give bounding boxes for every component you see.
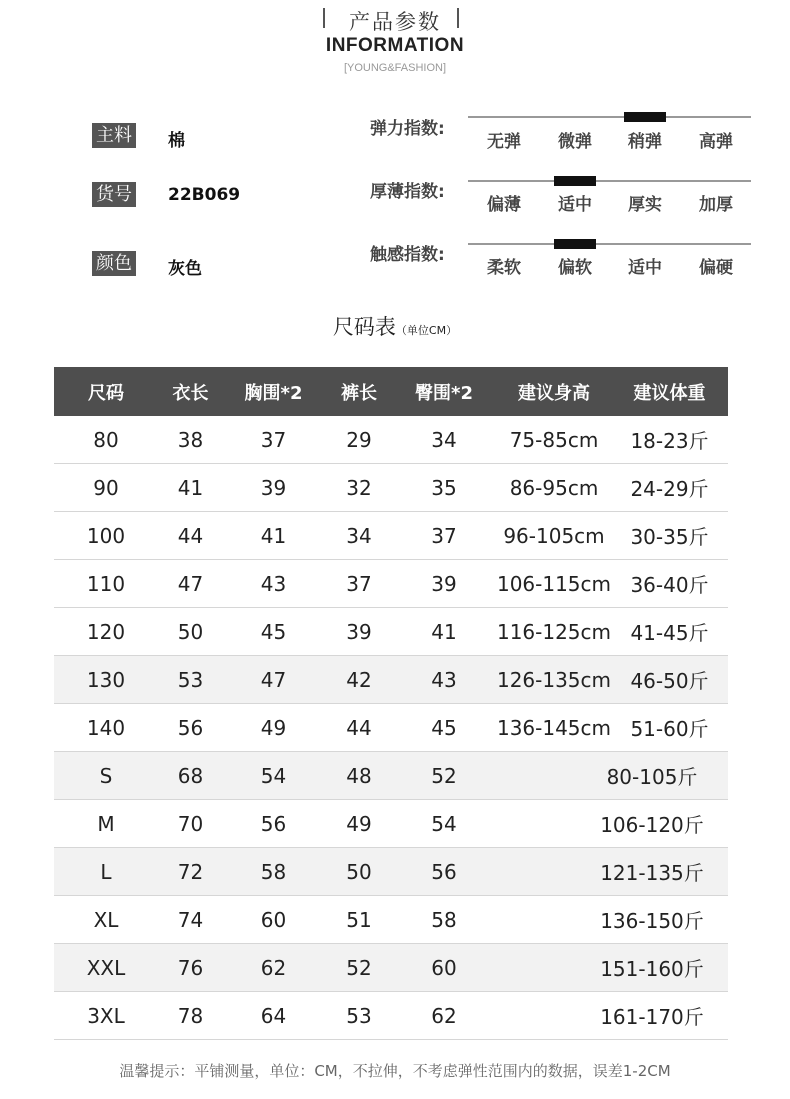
table-cell: 38 bbox=[177, 427, 204, 452]
index-option: 稍弹 bbox=[628, 132, 662, 152]
table-cell: 76 bbox=[177, 955, 204, 980]
table-cell: 80-105斤 bbox=[606, 765, 698, 789]
index-option: 适中 bbox=[558, 195, 592, 215]
index-marker-elasticity bbox=[624, 112, 666, 122]
table-row bbox=[54, 848, 728, 896]
table-row bbox=[54, 464, 728, 512]
size-chart-title bbox=[0, 311, 790, 341]
table-cell: 45 bbox=[260, 619, 287, 644]
index-option: 柔软 bbox=[487, 258, 521, 278]
table-cell: 54 bbox=[431, 811, 457, 836]
table-cell: 62 bbox=[260, 955, 287, 980]
title-divider-right bbox=[457, 8, 459, 28]
table-row bbox=[54, 704, 728, 752]
table-row bbox=[54, 752, 728, 800]
index-label-thickness: 厚薄指数: bbox=[370, 182, 445, 202]
section-title-en: INFORMATION bbox=[325, 35, 465, 56]
table-cell: 130 bbox=[86, 667, 126, 692]
table-cell: 51-60斤 bbox=[630, 717, 709, 741]
table-cell: 120 bbox=[86, 619, 126, 644]
info-label-color: 颜色 bbox=[92, 251, 136, 276]
table-cell: 43 bbox=[260, 571, 287, 596]
header-cell: 裤长 bbox=[341, 382, 377, 404]
footnote: 温馨提示：平铺测量，单位：CM，不拉伸，不考虑弹性范围内的数据，误差1-2CM bbox=[119, 1062, 671, 1080]
table-cell: 41 bbox=[177, 475, 204, 500]
header-cell: 建议体重 bbox=[633, 382, 706, 404]
table-cell: 161-170斤 bbox=[600, 1005, 704, 1029]
table-cell: L bbox=[100, 859, 112, 884]
table-cell: 62 bbox=[431, 1003, 457, 1028]
table-row bbox=[54, 560, 728, 608]
table-cell: 37 bbox=[260, 427, 287, 452]
table-cell: 100 bbox=[86, 523, 126, 548]
table-cell: 34 bbox=[431, 427, 457, 452]
table-row bbox=[54, 608, 728, 656]
header-cell: 建议身高 bbox=[518, 382, 590, 404]
table-cell: 53 bbox=[177, 667, 204, 692]
table-cell: 51 bbox=[346, 907, 372, 932]
table-cell: 37 bbox=[346, 571, 372, 596]
table-cell: 44 bbox=[346, 715, 372, 740]
table-cell: 3XL bbox=[87, 1003, 125, 1028]
table-cell: 42 bbox=[346, 667, 372, 692]
table-cell: 68 bbox=[177, 763, 204, 788]
table-cell: 78 bbox=[177, 1003, 204, 1028]
table-cell: 48 bbox=[346, 763, 372, 788]
table-cell: 41 bbox=[260, 523, 287, 548]
index-scale-line bbox=[468, 116, 751, 118]
index-label-elasticity: 弹力指数: bbox=[370, 119, 445, 139]
table-row bbox=[54, 512, 728, 560]
table-cell: 41-45斤 bbox=[630, 621, 709, 645]
table-row bbox=[54, 992, 728, 1040]
info-label-material: 主料 bbox=[92, 123, 136, 148]
info-value-color: 灰色 bbox=[168, 259, 202, 279]
table-cell: 50 bbox=[177, 619, 204, 644]
index-option: 偏硬 bbox=[699, 258, 733, 278]
table-cell: 29 bbox=[346, 427, 372, 452]
table-cell: M bbox=[97, 811, 115, 836]
table-cell: 72 bbox=[177, 859, 204, 884]
table-cell: 110 bbox=[86, 571, 126, 596]
index-option: 偏软 bbox=[558, 258, 592, 278]
table-cell: 18-23斤 bbox=[630, 429, 709, 453]
table-row bbox=[54, 896, 728, 944]
table-cell: 64 bbox=[260, 1003, 287, 1028]
table-cell: 90 bbox=[93, 475, 119, 500]
table-cell: 151-160斤 bbox=[600, 957, 704, 981]
index-option: 高弹 bbox=[699, 132, 733, 152]
table-cell: 49 bbox=[260, 715, 287, 740]
table-cell: 96-105cm bbox=[503, 523, 605, 548]
table-cell: S bbox=[99, 763, 113, 788]
table-cell: 54 bbox=[260, 763, 287, 788]
section-subtitle: [YOUNG&FASHION] bbox=[343, 62, 447, 74]
table-cell: 36-40斤 bbox=[630, 573, 709, 597]
table-cell: 136-145cm bbox=[496, 715, 612, 740]
table-cell: 45 bbox=[431, 715, 457, 740]
table-cell: 116-125cm bbox=[496, 619, 612, 644]
size-table-header bbox=[54, 367, 728, 416]
table-row bbox=[54, 656, 728, 704]
table-cell: 49 bbox=[346, 811, 372, 836]
table-cell: 52 bbox=[346, 955, 372, 980]
info-label-item-no: 货号 bbox=[92, 182, 136, 207]
info-value-material: 棉 bbox=[168, 131, 185, 151]
index-label-touch: 触感指数: bbox=[370, 245, 445, 265]
table-cell: 37 bbox=[431, 523, 457, 548]
table-cell: 86-95cm bbox=[509, 475, 599, 500]
table-cell: 58 bbox=[431, 907, 457, 932]
info-value-item-no: 22B069 bbox=[168, 185, 241, 205]
table-cell: 43 bbox=[431, 667, 457, 692]
table-cell: 34 bbox=[346, 523, 372, 548]
header-cell: 衣长 bbox=[172, 382, 209, 404]
table-cell: 60 bbox=[260, 907, 287, 932]
size-table-body bbox=[54, 416, 728, 1040]
table-cell: 106-120斤 bbox=[600, 813, 704, 837]
index-option: 加厚 bbox=[699, 195, 733, 215]
index-option: 偏薄 bbox=[487, 195, 521, 215]
table-cell: XL bbox=[93, 907, 119, 932]
table-cell: 46-50斤 bbox=[630, 669, 709, 693]
table-cell: 53 bbox=[346, 1003, 372, 1028]
table-row bbox=[54, 944, 728, 992]
index-marker-touch bbox=[554, 239, 596, 249]
table-cell: 58 bbox=[260, 859, 287, 884]
table-cell: 30-35斤 bbox=[630, 525, 709, 549]
table-cell: 140 bbox=[86, 715, 126, 740]
header-cell: 胸围*2 bbox=[244, 382, 303, 404]
table-cell: 80 bbox=[93, 427, 119, 452]
table-cell: 41 bbox=[431, 619, 457, 644]
index-option: 无弹 bbox=[487, 132, 521, 152]
table-row bbox=[54, 800, 728, 848]
table-cell: XXL bbox=[86, 955, 126, 980]
table-cell: 136-150斤 bbox=[600, 909, 704, 933]
header-cell: 尺码 bbox=[88, 382, 124, 404]
header-cell: 臀围*2 bbox=[415, 382, 473, 404]
table-cell: 121-135斤 bbox=[600, 861, 704, 885]
table-cell: 74 bbox=[177, 907, 204, 932]
table-cell: 39 bbox=[431, 571, 457, 596]
size-table bbox=[54, 367, 728, 1040]
table-cell: 32 bbox=[346, 475, 372, 500]
table-cell: 56 bbox=[177, 715, 204, 740]
table-cell: 39 bbox=[260, 475, 287, 500]
index-scale-line bbox=[468, 243, 751, 245]
table-cell: 24-29斤 bbox=[630, 477, 709, 501]
table-cell: 39 bbox=[346, 619, 372, 644]
table-cell: 47 bbox=[177, 571, 204, 596]
table-row bbox=[54, 416, 728, 464]
size-chart-unit: （单位CM） bbox=[395, 324, 458, 337]
table-cell: 47 bbox=[260, 667, 287, 692]
table-cell: 60 bbox=[431, 955, 457, 980]
size-chart-heading: 尺码表 bbox=[332, 315, 396, 339]
table-cell: 35 bbox=[431, 475, 457, 500]
index-option: 微弹 bbox=[558, 132, 592, 152]
table-cell: 106-115cm bbox=[496, 571, 612, 596]
table-cell: 44 bbox=[177, 523, 204, 548]
table-cell: 50 bbox=[346, 859, 372, 884]
table-cell: 56 bbox=[431, 859, 457, 884]
index-option: 适中 bbox=[628, 258, 662, 278]
index-scale-line bbox=[468, 180, 751, 182]
table-cell: 70 bbox=[177, 811, 204, 836]
index-option: 厚实 bbox=[628, 195, 662, 215]
table-cell: 126-135cm bbox=[496, 667, 612, 692]
table-cell: 52 bbox=[431, 763, 457, 788]
table-cell: 75-85cm bbox=[509, 427, 599, 452]
table-cell: 56 bbox=[260, 811, 287, 836]
index-marker-thickness bbox=[554, 176, 596, 186]
section-title-cn: 产品参数 bbox=[349, 10, 441, 34]
